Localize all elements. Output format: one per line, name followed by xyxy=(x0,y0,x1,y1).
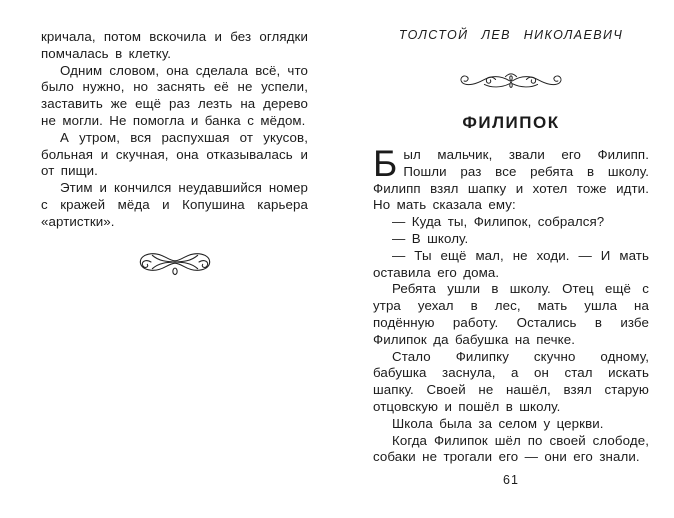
paragraph: А утром, вся распухшая от укусов, больная и скучная, она отказывалась и от пищи. xyxy=(41,129,308,179)
paragraph: Ребята ушли в школу. Отец ещё с утра уехал в лес, мать ушла на подённую работу. Остались в избе Филипок да бабушка на печке. xyxy=(373,281,649,347)
paragraph: Когда Филипок шёл по своей слободе, собаки не трогали его — они его знали. xyxy=(373,432,649,465)
left-page-text xyxy=(41,29,308,231)
paragraph: Этим и кончился неудавшийся номер с кражей мёда и Копушина карьера «артистки». xyxy=(41,180,308,229)
end-flourish-ornament-icon xyxy=(41,247,308,277)
dialogue-line: — Ты ещё мал, не ходи. — И мать оставила его дома. xyxy=(373,247,649,280)
paragraph: кричала, потом вскочила и без оглядки помчалась в клетку. xyxy=(41,29,308,61)
page-number: 61 xyxy=(503,473,519,487)
dialogue-line: — В школу. xyxy=(392,230,469,246)
paragraph: Школа была за селом у церкви. xyxy=(392,415,604,431)
paragraph: Одним словом, она сделала всё, что было нужно, но заснять её не успели, заставить же ещё раз лезть на дерево не могли. Не помогла и банка с мёдом. xyxy=(41,62,308,128)
right-page-text xyxy=(373,143,649,466)
dialogue-line: — Куда ты, Филипок, собрался? xyxy=(392,214,605,230)
right-page xyxy=(373,28,649,466)
paragraph: Стало Филипку скучно одному, бабушка заснула, а он стал искать шапку. Своей не нашёл, взял старую отцовскую и пошёл в школу. xyxy=(373,348,649,414)
drop-cap: Б xyxy=(373,143,398,184)
paragraph-with-dropcap xyxy=(373,143,649,214)
story-title: ФИЛИПОК xyxy=(462,113,560,132)
paragraph-text: ыл мальчик, звали его Филипп. Пошли раз все ребята в школу. Филипп взял шапку и хотел тоже идти. Но мать сказала ему: xyxy=(373,147,649,213)
chapter-divider-flourish-icon xyxy=(373,70,649,96)
running-head-author: ТОЛСТОЙ ЛЕВ НИКОЛАЕВИЧ xyxy=(398,28,624,42)
left-page xyxy=(41,29,308,277)
